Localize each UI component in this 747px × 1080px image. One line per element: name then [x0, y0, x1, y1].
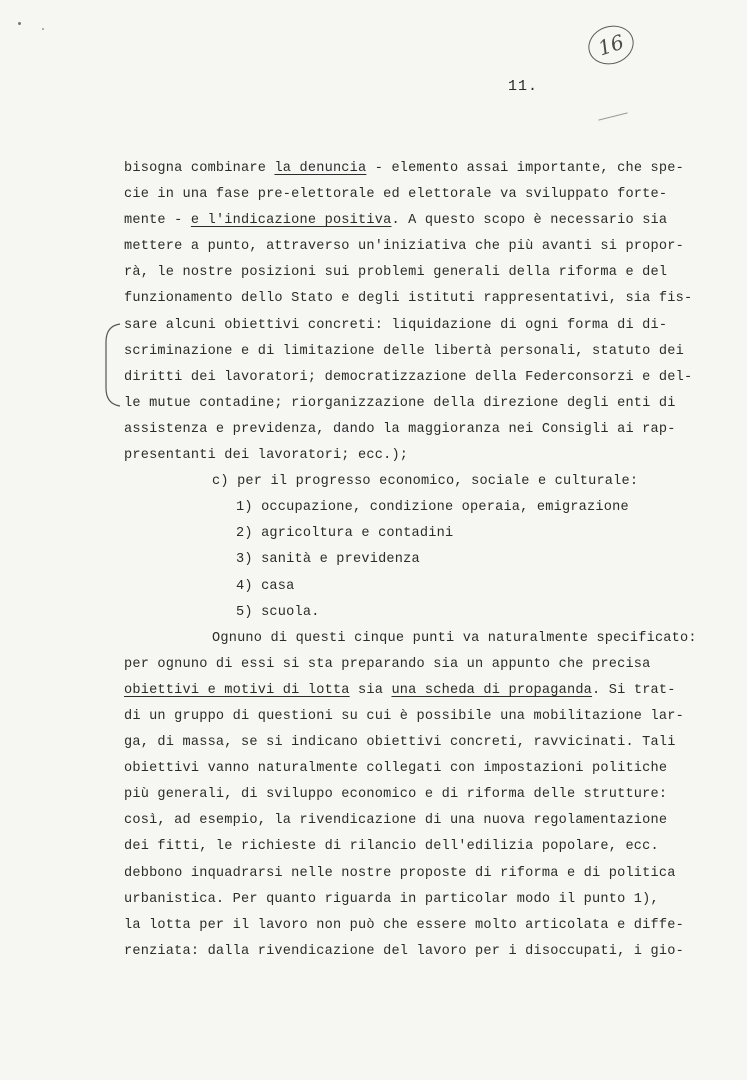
typed-text-body: [124, 156, 706, 965]
text-line: [124, 313, 706, 339]
text-segment: urbanistica. Per quanto riguarda in particolar modo il punto 1),: [124, 891, 659, 907]
numbered-item: 3) sanità e previdenza: [236, 552, 420, 568]
text-segment: sare alcuni obiettivi concreti: liquidazione di ogni forma di di-: [124, 317, 668, 333]
text-segment: presentanti dei lavoratori; ecc.);: [124, 448, 409, 464]
text-segment: mente -: [124, 213, 191, 229]
text-line: [124, 208, 706, 234]
underlined-phrase: una scheda di propaganda: [391, 682, 593, 698]
text-line: [124, 286, 706, 312]
text-line: [124, 756, 706, 782]
numbered-item: 1) occupazione, condizione operaia, emigrazione: [236, 500, 629, 516]
text-line: [124, 834, 706, 860]
text-segment: così, ad esempio, la rivendicazione di una nuova regolamentazione: [124, 813, 668, 829]
speck-mark: [18, 22, 21, 25]
text-segment: assistenza e previdenza, dando la maggioranza nei Consigli ai rap-: [124, 421, 676, 437]
text-segment: Ognuno di questi cinque punti va naturalmente specificato:: [212, 630, 697, 646]
text-segment: bisogna combinare: [124, 161, 275, 176]
numbered-item: 4) casa: [236, 578, 295, 594]
text-line: [124, 652, 706, 678]
text-line: [124, 391, 706, 417]
text-segment: di un gruppo di questioni su cui è possibile una mobilitazione lar-: [124, 708, 684, 724]
text-segment: la lotta per il lavoro non può che essere molto articolata e diffe-: [124, 917, 684, 933]
text-segment: ga, di massa, se si indicano obiettivi concreti, ravvicinati. Tali: [124, 735, 676, 751]
text-segment: dei fitti, le richieste di rilancio dell'edilizia popolare, ecc.: [124, 839, 659, 855]
text-line: [124, 887, 706, 913]
text-line: [124, 234, 706, 260]
numbered-item: 5) scuola.: [236, 604, 320, 620]
text-segment: mettere a punto, attraverso un'iniziativa che più avanti si propor-: [124, 239, 684, 255]
text-segment: debbono inquadrarsi nelle nostre proposte di riforma e di politica: [124, 865, 676, 881]
text-line: [124, 182, 706, 208]
text-line: [124, 365, 706, 391]
text-segment: diritti dei lavoratori; democratizzazione della Federconsorzi e del-: [124, 369, 693, 385]
text-line: [124, 939, 706, 965]
text-segment: obiettivi vanno naturalmente collegati con impostazioni politiche: [124, 761, 668, 777]
text-line: [124, 730, 706, 756]
handwritten-page-stamp: [583, 20, 638, 70]
text-line: [124, 704, 706, 730]
margin-bracket-mark: [104, 322, 122, 408]
text-segment: rà, le nostre posizioni sui problemi generali della riforma e del: [124, 265, 668, 281]
text-segment: . A questo scopo è necessario sia: [391, 213, 668, 229]
page-number: 11.: [508, 78, 539, 95]
text-segment: renziata: dalla rivendicazione del lavoro per i disoccupati, i gio-: [124, 943, 684, 959]
text-segment: . Si trat-: [592, 682, 676, 698]
text-line: [124, 678, 706, 704]
underlined-phrase: e l'indicazione positiva: [190, 213, 392, 229]
text-line: [124, 417, 706, 443]
list-heading-c: c) per il progresso economico, sociale e culturale:: [212, 474, 639, 490]
text-line: [124, 156, 706, 182]
pencil-stroke: [598, 112, 627, 120]
text-segment: cie in una fase pre-elettorale ed elettorale va sviluppato forte-: [124, 187, 668, 203]
underlined-phrase: la denuncia: [274, 161, 367, 176]
text-segment: sia: [349, 682, 392, 698]
stamp-number: 16: [595, 29, 627, 61]
paragraph-2: [124, 626, 706, 965]
numbered-item: 2) agricoltura e contadini: [236, 526, 454, 542]
text-segment: le mutue contadine; riorganizzazione della direzione degli enti di: [124, 395, 676, 411]
text-segment: più generali, di sviluppo economico e di riforma delle strutture:: [124, 787, 668, 803]
text-line: [124, 626, 706, 652]
text-segment: funzionamento dello Stato e degli istituti rappresentativi, sia fis-: [124, 291, 693, 307]
speck-mark: [42, 28, 44, 30]
text-line: [124, 443, 706, 469]
text-line: [124, 808, 706, 834]
numbered-list: [124, 495, 706, 625]
text-line: [124, 913, 706, 939]
text-line: [124, 782, 706, 808]
paragraph-1: [124, 156, 706, 469]
text-segment: per ognuno di essi si sta preparando sia un appunto che precisa: [124, 656, 651, 672]
underlined-phrase: obiettivi e motivi di lotta: [124, 682, 350, 698]
text-line: [124, 861, 706, 887]
text-segment: scriminazione e di limitazione delle libertà personali, statuto dei: [124, 343, 684, 359]
text-line: [124, 339, 706, 365]
text-line: [124, 260, 706, 286]
text-segment: - elemento assai importante, che spe-: [366, 161, 684, 176]
